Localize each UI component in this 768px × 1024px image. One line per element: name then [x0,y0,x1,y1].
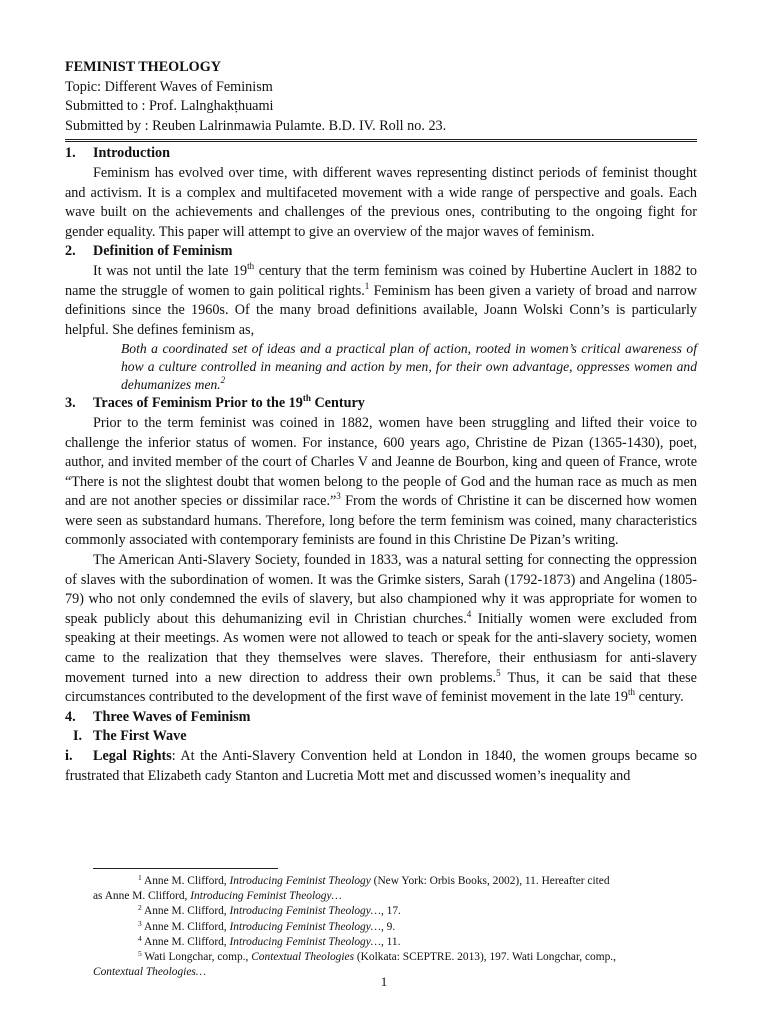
title-block [65,58,697,136]
paragraph [65,551,697,708]
text-run: : At the Anti-Slavery Convention held at London in 1840, the women groups became so frustrated that Elizabeth cady Stanton and Lucretia Mott met and discussed women’s inequality and [65,748,698,784]
footnote [93,950,697,965]
document-title: FEMINIST THEOLOGY [65,59,221,75]
section-number: 1. [65,145,76,162]
section-heading-three-waves [65,708,697,728]
list-item [65,747,697,786]
paragraph [65,414,697,551]
footnote-number: 2 [138,903,142,913]
text-run: Contextual Theologies… [93,966,206,979]
text-run: Thus, it can be said that these circumstances contributed to the development of the first wave of feminist movement in the late 19 [65,669,697,706]
text-run: , 17. [380,905,401,918]
footnote-number: 5 [138,949,142,959]
section-heading-traces [65,394,697,414]
text-run: century. [635,689,684,706]
section-title: Three Waves of Feminism [93,708,251,725]
submitted-to-line: Submitted to : Prof. Lalnghakṭhuami [65,98,274,115]
text-run: Century [310,395,365,412]
footnote-ref[interactable]: 1 [364,280,370,291]
section-number: 3. [65,395,76,412]
header-divider [65,139,697,142]
text-run: Initially women were excluded from speaking at their meetings. As women were not allowed to teach or speak for the anti-slavery society, women came to the realization that they themselves were slaves. Therefore, their enthusiasm for anti-slavery movement turned into a new direction to address their own problems. [65,610,697,686]
footnote-ref[interactable]: 5 [496,667,501,678]
text-run: century that the term feminism was coined by Hubertine Auclert in 1882 to name the struggle of women to gain political rights. [65,262,698,299]
text-run: Traces of Feminism Prior to the 19 [93,395,303,412]
footnote-number: 3 [138,918,142,928]
text-run: Anne M. Clifford, [141,875,230,887]
superscript: th [628,687,636,698]
block-quote [121,340,697,394]
page-number: 1 [380,974,388,989]
footnote-ref[interactable]: 4 [466,608,472,619]
section-number: 4. [65,708,76,725]
text-run: , 11. [380,935,401,948]
section-heading-introduction [65,144,697,164]
footnote [93,920,697,935]
section-number: 2. [65,243,76,260]
text-run: Feminism has been given a variety of broad and narrow definitions since the 1960s. Of the many broad definitions available, Joann Wolski Conn’s is particularly helpful. She defines feminism as, [65,282,697,338]
footnote-ref[interactable]: 2 [220,375,226,386]
footnotes [93,874,697,980]
text-run: Introducing Feminist Theology… [229,920,381,933]
topic-line: Topic: Different Waves of Feminism [65,78,273,95]
section-title [93,394,365,414]
footnote [93,874,697,889]
footnote-ref[interactable]: 3 [336,491,341,502]
footnote [93,935,697,950]
text-run: (Kolkata: SCEPTRE. 2013), 197. Wati Longchar, comp., [354,951,616,964]
subsection-number: I. [73,728,83,745]
footnote-divider [93,868,278,869]
text-run: Introducing Feminist Theology [229,875,371,887]
document-page [65,58,697,786]
section-heading-definition [65,242,697,262]
section-title: Introduction [93,145,170,162]
text-run: as Anne M. Clifford, [93,890,191,903]
text-run: Wati Longchar, comp., [141,951,252,964]
item-number: i. [65,748,73,764]
text-run: From the words of Christine it can be discerned how women were seen as substandard humans. Therefore, long before the term feminism was coined, many characteristics commonly associated with contemporary feminists are found in this Christine De Pizan’s writing. [65,493,697,549]
superscript: th [247,260,255,271]
text-run: Anne M. Clifford, [141,905,230,918]
text-run: (New York: Orbis Books, 2002), 11. Hereafter cited [370,875,610,887]
text-run: Anne M. Clifford, [141,935,230,948]
paragraph: Feminism has evolved over time, with different waves representing distinct periods of feminist thought and activism. It is a complex and multifaceted movement with a wide range of perspective and goals. Each wave built on the achievements and challenges of the previous ones, contributing to the ongoing fight for gender equality. This paper will attempt to give an overview of the major waves of feminism. [65,164,697,240]
text-run: It was not until the late 19 [93,262,248,279]
footnote-continuation [93,889,697,904]
submitted-by-line: Submitted by : Reuben Lalrinmawia Pulamte. B.D. IV. Roll no. 23. [65,117,447,134]
text-run: Anne M. Clifford, [141,920,230,933]
subsection-heading-first-wave [73,727,697,747]
subsection-title: The First Wave [93,728,187,745]
section-title: Definition of Feminism [93,243,233,260]
footnote-number: 1 [138,873,142,882]
item-label: Legal Rights [93,748,172,764]
superscript: th [302,393,311,404]
footnote [93,904,697,919]
text-run: The American Anti-Slavery Society, founded in 1833, was a natural setting for connecting the oppression of slaves with the subordination of women. It was the Grimke sisters, Sarah (1792-1873) and Angelina (1805-79) who not only condemned the evils of slavery, but also championed why it was appropriate for women to speak publicly about this dehumanizing evil in Christian churches. [65,552,697,627]
quote-text: Both a coordinated set of ideas and a practical plan of action, rooted in women’s critical awareness of how a culture controlled in meaning and action by men, for their own advantage, oppresses women and dehumanizes men. [121,341,697,393]
text-run: , 9. [380,920,396,933]
text-run: Introducing Feminist Theology… [190,890,342,903]
footnote-number: 4 [138,933,142,943]
text-run: Introducing Feminist Theology… [229,935,381,948]
text-run: Prior to the term feminist was coined in 1882, women have been struggling and lifted their voice to challenge the inferior status of women. For instance, 600 years ago, Christine de Pizan (1365-1430), poet, author, and invited member of the court of Charles V and Jeanne de Bourbon, king and queen of France, wrote “There is not the slightest doubt that women belong to the people of God and the human race as much as men and are not another species or dissimilar race.” [65,414,697,510]
paragraph [65,262,697,340]
text-run: Introducing Feminist Theology… [229,905,381,918]
text-run: Contextual Theologies [251,951,355,964]
